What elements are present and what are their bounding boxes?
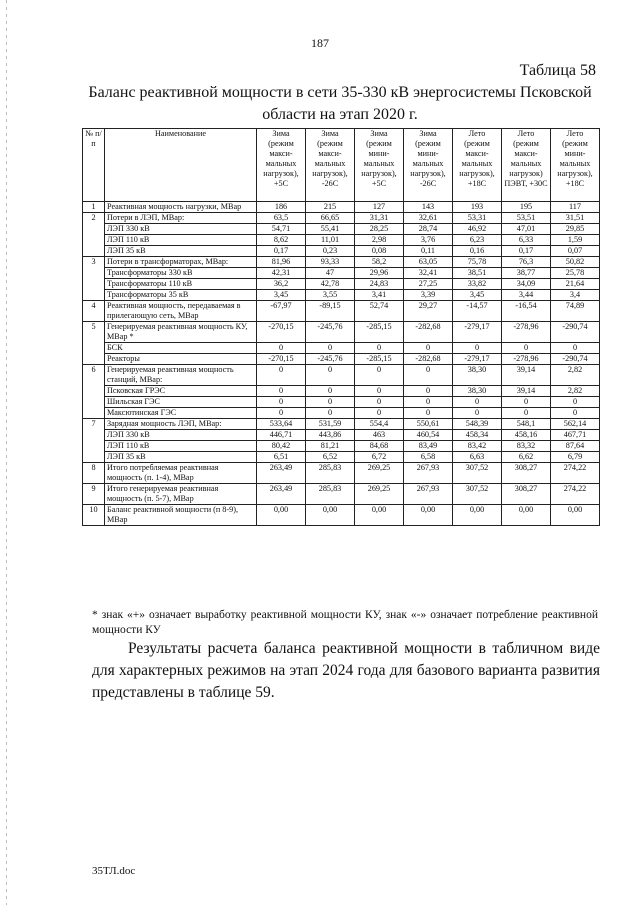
row-number-cell: 1 xyxy=(83,202,105,213)
table-row xyxy=(83,224,600,235)
table-row xyxy=(83,365,600,386)
value-cell: 1,59 xyxy=(551,235,600,246)
value-cell: 307,52 xyxy=(453,484,502,505)
value-cell: 193 xyxy=(453,202,502,213)
value-cell: 36,2 xyxy=(257,279,306,290)
value-cell: -282,68 xyxy=(404,354,453,365)
row-number-cell: 2 xyxy=(83,213,105,257)
value-cell: 2,98 xyxy=(355,235,404,246)
value-cell: 186 xyxy=(257,202,306,213)
value-cell: 74,89 xyxy=(551,301,600,322)
table-title: Баланс реактивной мощности в сети 35-330 кВ энергосистемы Псковской области на этап 2020 г. xyxy=(88,84,592,123)
table-row xyxy=(83,419,600,430)
value-cell: 3,76 xyxy=(404,235,453,246)
value-cell: 263,49 xyxy=(257,463,306,484)
value-cell: 550,61 xyxy=(404,419,453,430)
value-cell: 87,64 xyxy=(551,441,600,452)
value-cell: 127 xyxy=(355,202,404,213)
value-cell: 0 xyxy=(306,386,355,397)
value-cell: -279,17 xyxy=(453,322,502,343)
value-cell: -67,97 xyxy=(257,301,306,322)
value-cell: 0,17 xyxy=(502,246,551,257)
value-cell: 0 xyxy=(257,408,306,419)
value-cell: 42,31 xyxy=(257,268,306,279)
table-row xyxy=(83,430,600,441)
row-name-cell: Максютинская ГЭС xyxy=(105,408,257,419)
row-name-cell: Потери в ЛЭП, МВар: xyxy=(105,213,257,224)
value-cell: 267,93 xyxy=(404,463,453,484)
row-number-cell: 5 xyxy=(83,322,105,365)
value-cell: 38,77 xyxy=(502,268,551,279)
table-row xyxy=(83,202,600,213)
value-cell: 215 xyxy=(306,202,355,213)
row-name-cell: БСК xyxy=(105,343,257,354)
value-cell: 554,4 xyxy=(355,419,404,430)
value-cell: 0 xyxy=(502,408,551,419)
value-cell: 6,62 xyxy=(502,452,551,463)
value-cell: 0 xyxy=(257,365,306,386)
value-cell: 83,42 xyxy=(453,441,502,452)
value-cell: -245,76 xyxy=(306,354,355,365)
value-cell: 0 xyxy=(404,343,453,354)
row-name-cell: Трансформаторы 35 кВ xyxy=(105,290,257,301)
value-cell: 80,42 xyxy=(257,441,306,452)
row-name-cell: Псковская ГРЭС xyxy=(105,386,257,397)
row-name-cell: Итого генерируемая реактивная мощность (п. 5-7), МВар xyxy=(105,484,257,505)
value-cell: 0 xyxy=(257,397,306,408)
value-cell: 3,39 xyxy=(404,290,453,301)
value-cell: 42,78 xyxy=(306,279,355,290)
value-cell: 3,45 xyxy=(453,290,502,301)
value-cell: 46,92 xyxy=(453,224,502,235)
value-cell: 562,14 xyxy=(551,419,600,430)
value-cell: 458,16 xyxy=(502,430,551,441)
row-name-cell: Реактивная мощность, передаваемая в прилегающую сеть, МВар xyxy=(105,301,257,322)
value-cell: 0 xyxy=(453,343,502,354)
row-name-cell: Шильская ГЭС xyxy=(105,397,257,408)
value-cell: 2,82 xyxy=(551,386,600,397)
value-cell: 531,59 xyxy=(306,419,355,430)
value-cell: 3,55 xyxy=(306,290,355,301)
value-cell: 0 xyxy=(453,397,502,408)
value-cell: 117 xyxy=(551,202,600,213)
value-cell: 467,71 xyxy=(551,430,600,441)
header-cell: Зима (режим мини-мальных нагрузок), +5С xyxy=(355,129,404,202)
table-row xyxy=(83,235,600,246)
row-name-cell: Потери в трансформаторах, МВар: xyxy=(105,257,257,268)
value-cell: 0 xyxy=(257,386,306,397)
value-cell: 0 xyxy=(502,397,551,408)
row-name-cell: ЛЭП 110 кВ xyxy=(105,235,257,246)
table-row xyxy=(83,343,600,354)
value-cell: 0 xyxy=(257,343,306,354)
body-paragraph: Результаты расчета баланса реактивной мощности в табличном виде для характерных режимов на этап 2024 года для базового варианта развития представлены в таблице 59. xyxy=(92,640,600,701)
value-cell: 269,25 xyxy=(355,463,404,484)
value-cell: 38,30 xyxy=(453,365,502,386)
row-name-cell: ЛЭП 35 кВ xyxy=(105,246,257,257)
row-name-cell: Баланс реактивной мощности (п 8-9), МВар xyxy=(105,505,257,526)
value-cell: 267,93 xyxy=(404,484,453,505)
value-cell: 458,34 xyxy=(453,430,502,441)
value-cell: 21,64 xyxy=(551,279,600,290)
value-cell: 81,96 xyxy=(257,257,306,268)
value-cell: 32,61 xyxy=(404,213,453,224)
header-cell: Лето (режим мини-мальных нагрузок), +18С xyxy=(551,129,600,202)
value-cell: 195 xyxy=(502,202,551,213)
value-cell: -285,15 xyxy=(355,322,404,343)
row-name-cell: Трансформаторы 110 кВ xyxy=(105,279,257,290)
value-cell: 0 xyxy=(306,408,355,419)
value-cell: 3,45 xyxy=(257,290,306,301)
value-cell: 6,52 xyxy=(306,452,355,463)
row-number-cell: 7 xyxy=(83,419,105,463)
value-cell: -16,54 xyxy=(502,301,551,322)
value-cell: 63,05 xyxy=(404,257,453,268)
header-cell: Лето (режим макси-мальных нагрузок) ПЭВТ, +30С xyxy=(502,129,551,202)
value-cell: 0,00 xyxy=(257,505,306,526)
value-cell: 31,51 xyxy=(551,213,600,224)
value-cell: 93,33 xyxy=(306,257,355,268)
value-cell: 274,22 xyxy=(551,484,600,505)
header-cell: № п/п xyxy=(83,129,105,202)
header-cell: Наименование xyxy=(105,129,257,202)
value-cell: -278,96 xyxy=(502,322,551,343)
value-cell: 533,64 xyxy=(257,419,306,430)
value-cell: 0 xyxy=(355,343,404,354)
value-cell: -270,15 xyxy=(257,354,306,365)
row-name-cell: Зарядная мощность ЛЭП, МВар: xyxy=(105,419,257,430)
value-cell: 32,41 xyxy=(404,268,453,279)
value-cell: 0 xyxy=(404,365,453,386)
table-row xyxy=(83,452,600,463)
value-cell: 27,25 xyxy=(404,279,453,290)
value-cell: 38,51 xyxy=(453,268,502,279)
value-cell: 0 xyxy=(551,408,600,419)
value-cell: 3,41 xyxy=(355,290,404,301)
value-cell: 6,33 xyxy=(502,235,551,246)
row-name-cell: ЛЭП 330 кВ xyxy=(105,224,257,235)
value-cell: 0 xyxy=(502,343,551,354)
table-row xyxy=(83,257,600,268)
value-cell: 55,41 xyxy=(306,224,355,235)
table-row xyxy=(83,505,600,526)
value-cell: 81,21 xyxy=(306,441,355,452)
table-row xyxy=(83,408,600,419)
row-name-cell: Генерируемая реактивная мощность станций, МВар: xyxy=(105,365,257,386)
value-cell: 6,51 xyxy=(257,452,306,463)
value-cell: 285,83 xyxy=(306,463,355,484)
value-cell: 0,07 xyxy=(551,246,600,257)
header-cell: Лето (режим макси-мальных нагрузок), +18С xyxy=(453,129,502,202)
value-cell: 31,31 xyxy=(355,213,404,224)
table-row xyxy=(83,386,600,397)
value-cell: 38,30 xyxy=(453,386,502,397)
row-name-cell: Генерируемая реактивная мощность КУ, МВар * xyxy=(105,322,257,343)
value-cell: 50,82 xyxy=(551,257,600,268)
header-cell: Зима (режим мини-мальных нагрузок), -26С xyxy=(404,129,453,202)
row-number-cell: 3 xyxy=(83,257,105,301)
value-cell: 274,22 xyxy=(551,463,600,484)
value-cell: 6,23 xyxy=(453,235,502,246)
footnote: * знак «+» означает выработку реактивной мощности КУ, знак «-» означает потребление реактивной мощности КУ xyxy=(92,609,598,636)
value-cell: 285,83 xyxy=(306,484,355,505)
value-cell: 307,52 xyxy=(453,463,502,484)
value-cell: 0 xyxy=(306,397,355,408)
value-cell: 0 xyxy=(551,343,600,354)
value-cell: 0 xyxy=(355,397,404,408)
value-cell: 83,32 xyxy=(502,441,551,452)
value-cell: 0 xyxy=(551,397,600,408)
value-cell: 28,25 xyxy=(355,224,404,235)
value-cell: -245,76 xyxy=(306,322,355,343)
row-name-cell: Итого потребляемая реактивная мощность (п. 1-4), МВар xyxy=(105,463,257,484)
value-cell: 39,14 xyxy=(502,365,551,386)
value-cell: 0,00 xyxy=(502,505,551,526)
value-cell: 8,62 xyxy=(257,235,306,246)
value-cell: -279,17 xyxy=(453,354,502,365)
value-cell: 47,01 xyxy=(502,224,551,235)
value-cell: -290,74 xyxy=(551,354,600,365)
table-row xyxy=(83,301,600,322)
table-row xyxy=(83,397,600,408)
value-cell: 52,74 xyxy=(355,301,404,322)
value-cell: 0,00 xyxy=(355,505,404,526)
value-cell: 76,3 xyxy=(502,257,551,268)
value-cell: -282,68 xyxy=(404,322,453,343)
table-row xyxy=(83,441,600,452)
value-cell: 0 xyxy=(355,408,404,419)
table-row xyxy=(83,268,600,279)
row-number-cell: 10 xyxy=(83,505,105,526)
value-cell: 54,71 xyxy=(257,224,306,235)
value-cell: 443,86 xyxy=(306,430,355,441)
header-cell: Зима (режим макси-мальных нагрузок), +5С xyxy=(257,129,306,202)
value-cell: 47 xyxy=(306,268,355,279)
value-cell: -89,15 xyxy=(306,301,355,322)
value-cell: 263,49 xyxy=(257,484,306,505)
value-cell: 0 xyxy=(355,365,404,386)
value-cell: 0 xyxy=(404,408,453,419)
value-cell: 0,08 xyxy=(355,246,404,257)
value-cell: 53,51 xyxy=(502,213,551,224)
value-cell: 3,4 xyxy=(551,290,600,301)
row-name-cell: ЛЭП 35 кВ xyxy=(105,452,257,463)
table-label: Таблица 58 xyxy=(519,62,596,79)
value-cell: 460,54 xyxy=(404,430,453,441)
value-cell: 308,27 xyxy=(502,463,551,484)
row-number-cell: 9 xyxy=(83,484,105,505)
table-row xyxy=(83,279,600,290)
table-row xyxy=(83,484,600,505)
value-cell: 0,00 xyxy=(453,505,502,526)
header-cell: Зима (режим макси-мальных нагрузок), -26С xyxy=(306,129,355,202)
table-row xyxy=(83,322,600,343)
value-cell: 446,71 xyxy=(257,430,306,441)
value-cell: 3,44 xyxy=(502,290,551,301)
table-row xyxy=(83,246,600,257)
value-cell: 308,27 xyxy=(502,484,551,505)
page-edge-marks xyxy=(6,0,7,905)
row-name-cell: ЛЭП 110 кВ xyxy=(105,441,257,452)
value-cell: 58,2 xyxy=(355,257,404,268)
value-cell: 0,16 xyxy=(453,246,502,257)
value-cell: 0 xyxy=(404,397,453,408)
balance-table xyxy=(82,128,600,526)
table-body xyxy=(83,202,600,526)
value-cell: 143 xyxy=(404,202,453,213)
value-cell: 0 xyxy=(306,365,355,386)
value-cell: -278,96 xyxy=(502,354,551,365)
value-cell: 0,11 xyxy=(404,246,453,257)
file-footer: 35ТЛ.doc xyxy=(92,865,136,877)
value-cell: 2,82 xyxy=(551,365,600,386)
value-cell: -270,15 xyxy=(257,322,306,343)
row-number-cell: 6 xyxy=(83,365,105,419)
row-number-cell: 4 xyxy=(83,301,105,322)
value-cell: 0,23 xyxy=(306,246,355,257)
table-row xyxy=(83,290,600,301)
value-cell: 34,09 xyxy=(502,279,551,290)
value-cell: 28,74 xyxy=(404,224,453,235)
value-cell: 39,14 xyxy=(502,386,551,397)
value-cell: -290,74 xyxy=(551,322,600,343)
value-cell: 0,00 xyxy=(404,505,453,526)
value-cell: 0 xyxy=(355,386,404,397)
row-name-cell: Реактивная мощность нагрузки, МВар xyxy=(105,202,257,213)
value-cell: 33,82 xyxy=(453,279,502,290)
value-cell: 269,25 xyxy=(355,484,404,505)
row-name-cell: Трансформаторы 330 кВ xyxy=(105,268,257,279)
value-cell: 53,31 xyxy=(453,213,502,224)
value-cell: 63,5 xyxy=(257,213,306,224)
value-cell: 0 xyxy=(306,343,355,354)
value-cell: 83,49 xyxy=(404,441,453,452)
row-name-cell: Реакторы xyxy=(105,354,257,365)
value-cell: 548,1 xyxy=(502,419,551,430)
value-cell: 75,78 xyxy=(453,257,502,268)
value-cell: 0,17 xyxy=(257,246,306,257)
value-cell: 11,01 xyxy=(306,235,355,246)
value-cell: 6,58 xyxy=(404,452,453,463)
value-cell: 0,00 xyxy=(551,505,600,526)
value-cell: -285,15 xyxy=(355,354,404,365)
value-cell: 29,27 xyxy=(404,301,453,322)
value-cell: 0 xyxy=(453,408,502,419)
table-row xyxy=(83,463,600,484)
value-cell: 0,00 xyxy=(306,505,355,526)
value-cell: -14,57 xyxy=(453,301,502,322)
value-cell: 6,63 xyxy=(453,452,502,463)
value-cell: 84,68 xyxy=(355,441,404,452)
value-cell: 6,72 xyxy=(355,452,404,463)
table-row xyxy=(83,213,600,224)
row-number-cell: 8 xyxy=(83,463,105,484)
value-cell: 6,79 xyxy=(551,452,600,463)
row-name-cell: ЛЭП 330 кВ xyxy=(105,430,257,441)
value-cell: 24,83 xyxy=(355,279,404,290)
value-cell: 463 xyxy=(355,430,404,441)
table-row xyxy=(83,354,600,365)
page-number: 187 xyxy=(311,36,329,50)
value-cell: 0 xyxy=(404,386,453,397)
header-row xyxy=(83,129,600,202)
value-cell: 66,65 xyxy=(306,213,355,224)
value-cell: 29,96 xyxy=(355,268,404,279)
value-cell: 548,39 xyxy=(453,419,502,430)
value-cell: 29,85 xyxy=(551,224,600,235)
value-cell: 25,78 xyxy=(551,268,600,279)
